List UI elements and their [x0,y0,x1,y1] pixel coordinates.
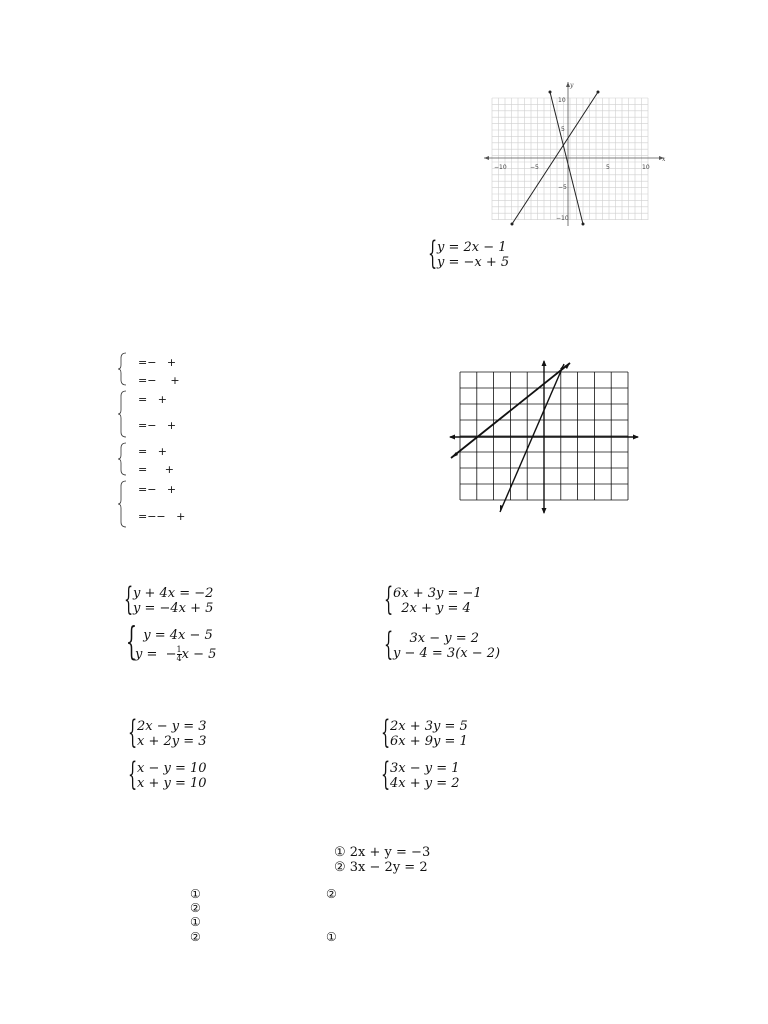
graph-coordinate-plane-1 [480,78,670,228]
marker-circled-1: ① [190,887,201,901]
equation-line: x − y = 10 [137,761,207,776]
equation-line: y = −x + 5 [437,255,510,270]
partial-line: =−− + [138,510,186,523]
equation-line: 6x + 3y = −1 [393,586,482,601]
marker-circled-2: ② [190,930,201,944]
bracket-icon [118,390,128,438]
brace-icon: { [381,755,391,793]
system-a [124,580,214,618]
fraction-denominator: 4 [176,654,182,663]
equation-line: y + 4x = −2 [133,586,214,601]
partial-line: =− + [138,419,177,432]
equation-line: x + y = 10 [137,776,207,791]
partial-line: = + [138,445,167,458]
equation-line: 2x − y = 3 [137,719,207,734]
marker-circled-1: ① [326,930,337,944]
y-tick-10: 10 [558,97,566,104]
system-g [128,755,207,793]
equation-line: y = −4x + 5 [133,601,214,616]
y-tick-5: 5 [561,126,565,133]
x-tick-neg10: −10 [494,164,507,171]
brace-icon: { [428,234,438,272]
brace-icon: { [384,625,394,663]
equation-line: 3x − y = 2 [393,631,480,646]
partial-systems-group [118,352,218,532]
partial-line: =− + [138,483,177,496]
equation-line: 6x + 9y = 1 [390,734,468,749]
marker-circled-2: ② [326,887,337,901]
system-f [381,713,468,751]
equation-line: y = 4x − 5 [135,628,213,643]
partial-line: =− + [138,374,180,387]
system-b [384,580,482,618]
partial-line: = + [138,463,174,476]
equation-line: 2x + y = 4 [393,601,471,616]
marker-circled-1: ① [190,915,201,929]
brace-icon: { [128,713,138,751]
equation-line: 3x − y = 1 [390,761,460,776]
bracket-icon [118,442,128,476]
y-tick-neg10: −10 [556,215,569,222]
x-tick-5: 5 [606,164,610,171]
y-axis-label: y [570,82,574,89]
system-top [428,234,510,272]
system-h [381,755,460,793]
frac-suffix: x − 5 [181,647,217,662]
equation-line: y = 2x − 1 [437,240,507,255]
system-e [128,713,207,751]
bracket-icon [118,352,128,386]
numbered-equation-2: ② 3x − 2y = 2 [334,860,428,875]
x-tick-neg5: −5 [530,164,539,171]
equation-line: x + 2y = 3 [137,734,207,749]
y-tick-neg5: −5 [558,184,567,191]
equation-line [126,646,216,663]
line-steep [500,364,564,512]
numbered-equation-1: ① 2x + y = −3 [334,845,431,860]
bracket-icon [118,480,128,528]
partial-line: =− + [138,356,177,369]
x-tick-10: 10 [642,164,650,171]
brace-icon: { [128,755,138,793]
brace-icon: { [126,619,137,663]
partial-line: = + [138,393,167,406]
brace-icon: { [384,580,394,618]
marker-circled-2: ② [190,901,201,915]
fraction-numerator: 1 [176,645,182,654]
brace-icon: { [381,713,391,751]
frac-prefix: y = − [135,647,177,662]
equation-line: 2x + 3y = 5 [390,719,468,734]
equation-line: 4x + y = 2 [390,776,460,791]
system-c [126,619,217,663]
x-axis-label: x [662,156,666,163]
equation-line: y − 4 = 3(x − 2) [393,646,501,661]
brace-icon: { [124,580,134,618]
graph-coordinate-plane-2 [448,358,642,516]
system-d [384,625,501,663]
